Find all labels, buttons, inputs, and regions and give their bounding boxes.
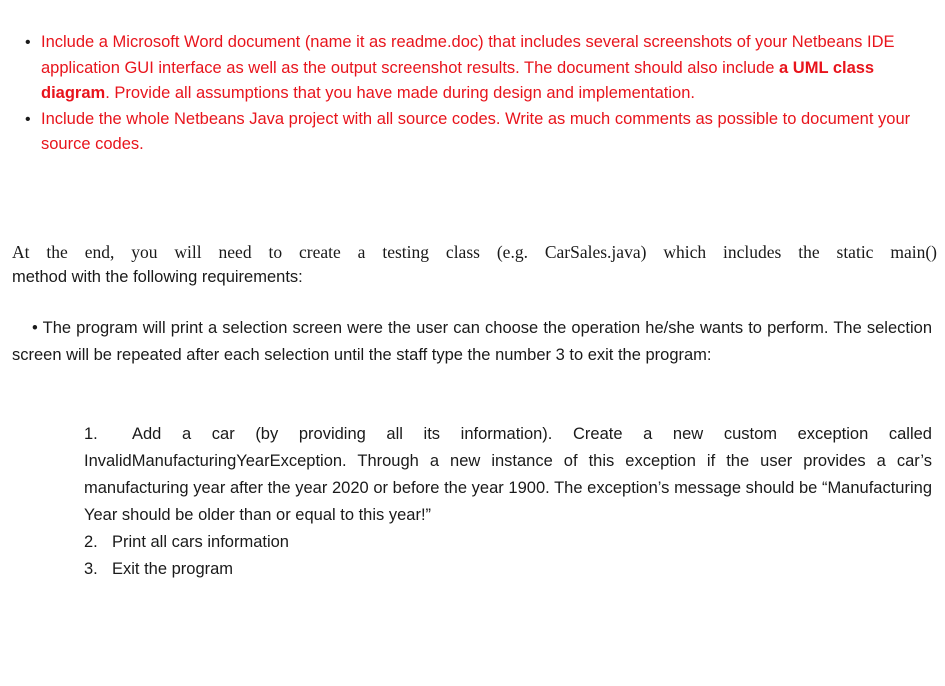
program-description [12,315,932,369]
menu-options-list [84,421,932,583]
bullet-icon: • [25,110,31,128]
requirement-readme-bold: a UML class diagram [41,58,875,102]
option-text: Exit the program [112,560,234,578]
intro-serif-line: At the end, you will need to create a testing class (e.g. CarSales.java) which includes the static main() [12,242,937,262]
option-print-cars [84,529,932,556]
requirement-netbeans-text: Include the whole Netbeans Java project with all source codes. Write as much comments as possible to document your source codes. [41,109,911,153]
option-exit [84,556,932,583]
requirement-readme-doc [22,30,927,107]
requirement-netbeans-project [22,107,927,158]
testing-class-intro [12,240,937,290]
option-text: Add a car (by providing all its information). Create a new custom exception called InvalidManufacturingYearException. Through a new instance of this exception if the user provides a car’s manufacturing year after the year 2020 or before the year 1900. The exception’s message should be “Manufacturing Year should be older than or equal to this year!” [84,425,932,524]
requirement-readme-text-start: Include a Microsoft Word document (name it as readme.doc) that includes several screenshots of your Netbeans IDE application GUI interface as well as the output screenshot results. The document should also include [41,33,895,77]
bullet-icon: • [32,319,38,337]
submission-requirements-list [22,30,927,158]
option-number: 2. [84,533,98,551]
requirement-readme-text-end: . Provide all assumptions that you have made during design and implementation. [105,84,695,102]
option-number: 1. [84,425,98,443]
option-number: 3. [84,560,98,578]
bullet-icon: • [25,34,31,51]
option-text: Print all cars information [112,533,289,551]
intro-sans-line: method with the following requirements: [12,268,303,286]
option-add-car [84,421,932,529]
program-description-text: The program will print a selection screen were the user can choose the operation he/she wants to perform. The selection screen will be repeated after each selection until the staff type the number 3 to exit the program: [12,319,932,364]
